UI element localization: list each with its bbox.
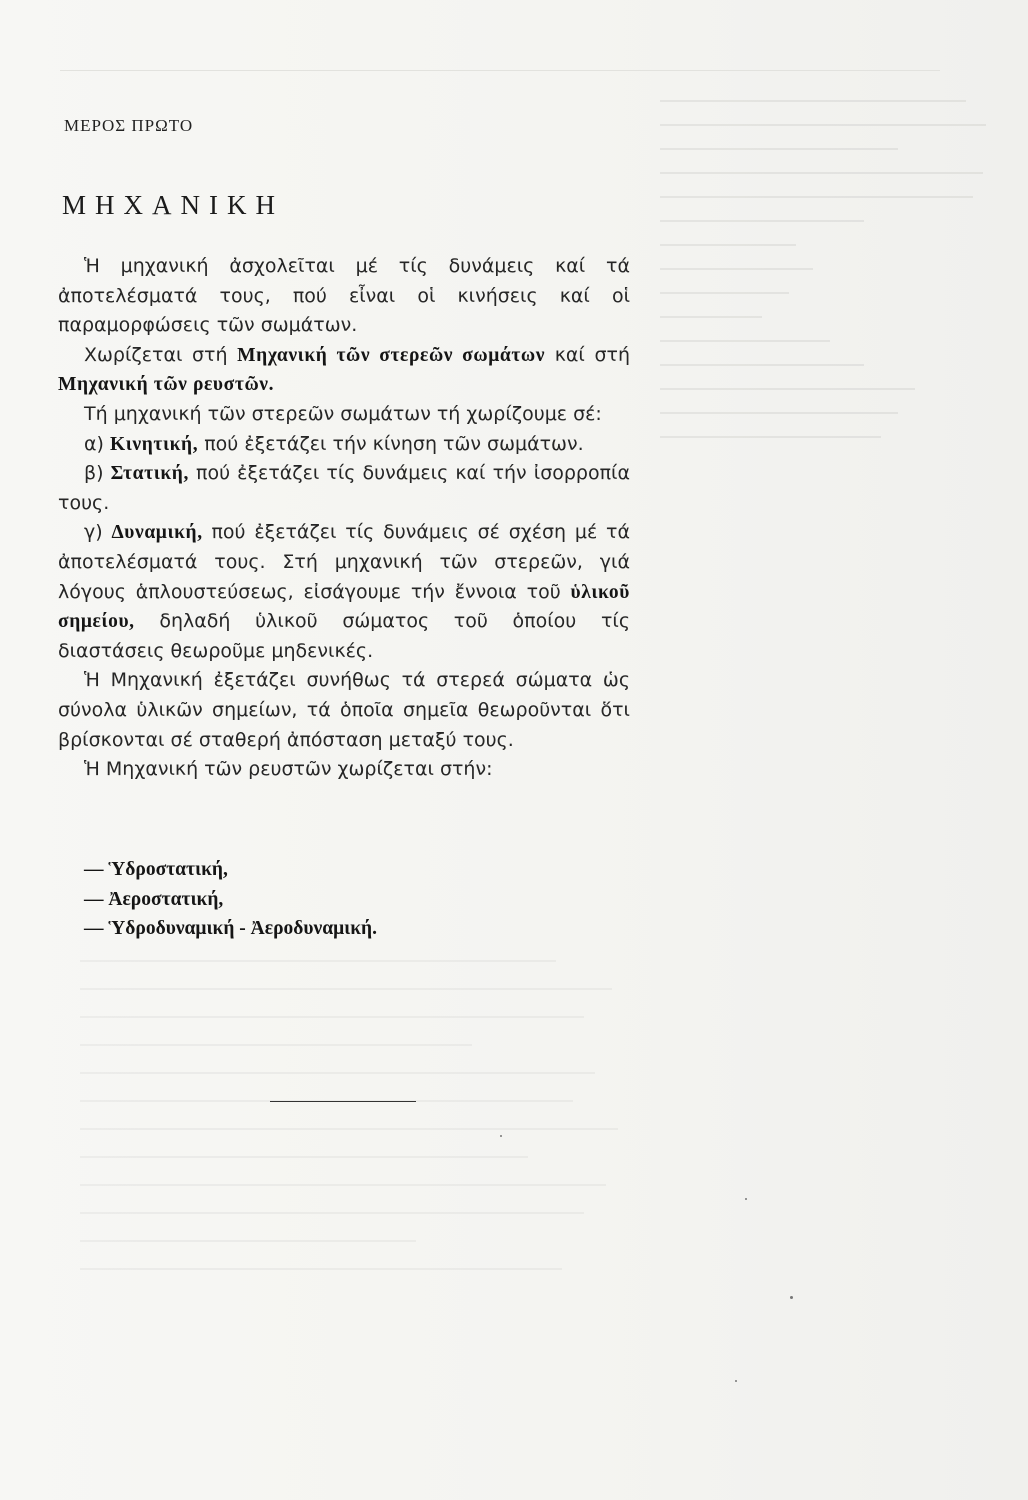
paragraph-dynamics (58, 518, 630, 666)
text-span: πού ἐξετάζει τήν κίνηση τῶν σωμάτων. (198, 432, 584, 455)
paragraph-kinetics (58, 430, 630, 460)
text-span: πού ἐξετάζει τίς δυνάμεις σέ σχέση μέ τά ἀποτελέσματά τους. Στή μηχανική τῶν στερεῶν, γιά λόγους ἁπλουστεύσεως, εἰσάγουμε τήν ἔννοια τοῦ (58, 521, 630, 603)
item-marker: β) (84, 462, 111, 485)
paragraph-fluid-division: Ἡ Μηχανική τῶν ρευστῶν χωρίζεται στήν: (84, 758, 493, 781)
body-text (58, 252, 630, 785)
section-end-rule (270, 1101, 416, 1102)
reverse-page-bleed-through (660, 100, 1000, 560)
term-kinetics: Κινητική, (109, 433, 199, 455)
paragraph-division (58, 341, 630, 400)
term-fluid-mechanics: Μηχανική τῶν ρευστῶν. (58, 374, 275, 396)
term-material-point: ὑλικοῦ σημείου, (58, 581, 630, 633)
term-solid-mechanics: Μηχανική τῶν στερεῶν σωμάτων (237, 344, 546, 366)
list-item-hydrostatics: — Ὑδροστατική, (84, 859, 228, 880)
list-item-hydro-aerodynamics: — Ὑδροδυναμική - Ἀεροδυναμική. (84, 918, 377, 940)
text-span: δηλαδή ὑλικοῦ σώματος τοῦ ὁποίου τίς διαστάσεις θεωροῦμε μηδενικές. (58, 610, 630, 662)
paragraph-statics (58, 459, 630, 518)
chapter-title: ΜΗΧΑΝΙΚΗ (62, 190, 284, 220)
paragraph-solid-division: Τή μηχανική τῶν στερεῶν σωμάτων τή χωρίζουμε σέ: (84, 402, 602, 425)
paper-speck (745, 1198, 747, 1200)
paragraph-rigid-bodies: Ἡ Μηχανική ἐξετάζει συνήθως τά στερεά σώματα ὡς σύνολα ὑλικῶν σημείων, τά ὁποῖα σημεῖα θεωροῦνται ὅτι βρίσκονται σέ σταθερή ἀπόσταση μεταξύ τους. (58, 669, 630, 751)
text-span: πού ἐξετάζει τίς δυνάμεις καί τήν ἰσορροπία τους. (58, 462, 630, 514)
paragraph-intro: Ἡ μηχανική ἀσχολεῖται μέ τίς δυνάμεις καί τά ἀποτελέσματά τους, πού εἶναι οἱ κινήσεις καί οἱ παραμορφώσεις τῶν σωμάτων. (58, 255, 630, 337)
paper-speck (500, 1135, 502, 1137)
part-heading: ΜΕΡΟΣ ΠΡΩΤΟ (64, 116, 194, 135)
term-dynamics: Δυναμική, (111, 522, 203, 544)
text-span: Χωρίζεται στή (84, 343, 238, 366)
term-statics: Στατική, (110, 463, 189, 485)
fluid-branches-list (84, 855, 377, 944)
paper-speck (735, 1380, 737, 1382)
item-marker: γ) (84, 521, 112, 544)
item-marker: α) (84, 432, 110, 455)
paper-speck (790, 1296, 793, 1299)
text-span: καί στή (545, 343, 630, 366)
reverse-page-bleed-through-lower (80, 960, 640, 1320)
page-edge-shadow (60, 70, 940, 71)
list-item-aerostatics: — Ἀεροστατική, (84, 888, 224, 910)
